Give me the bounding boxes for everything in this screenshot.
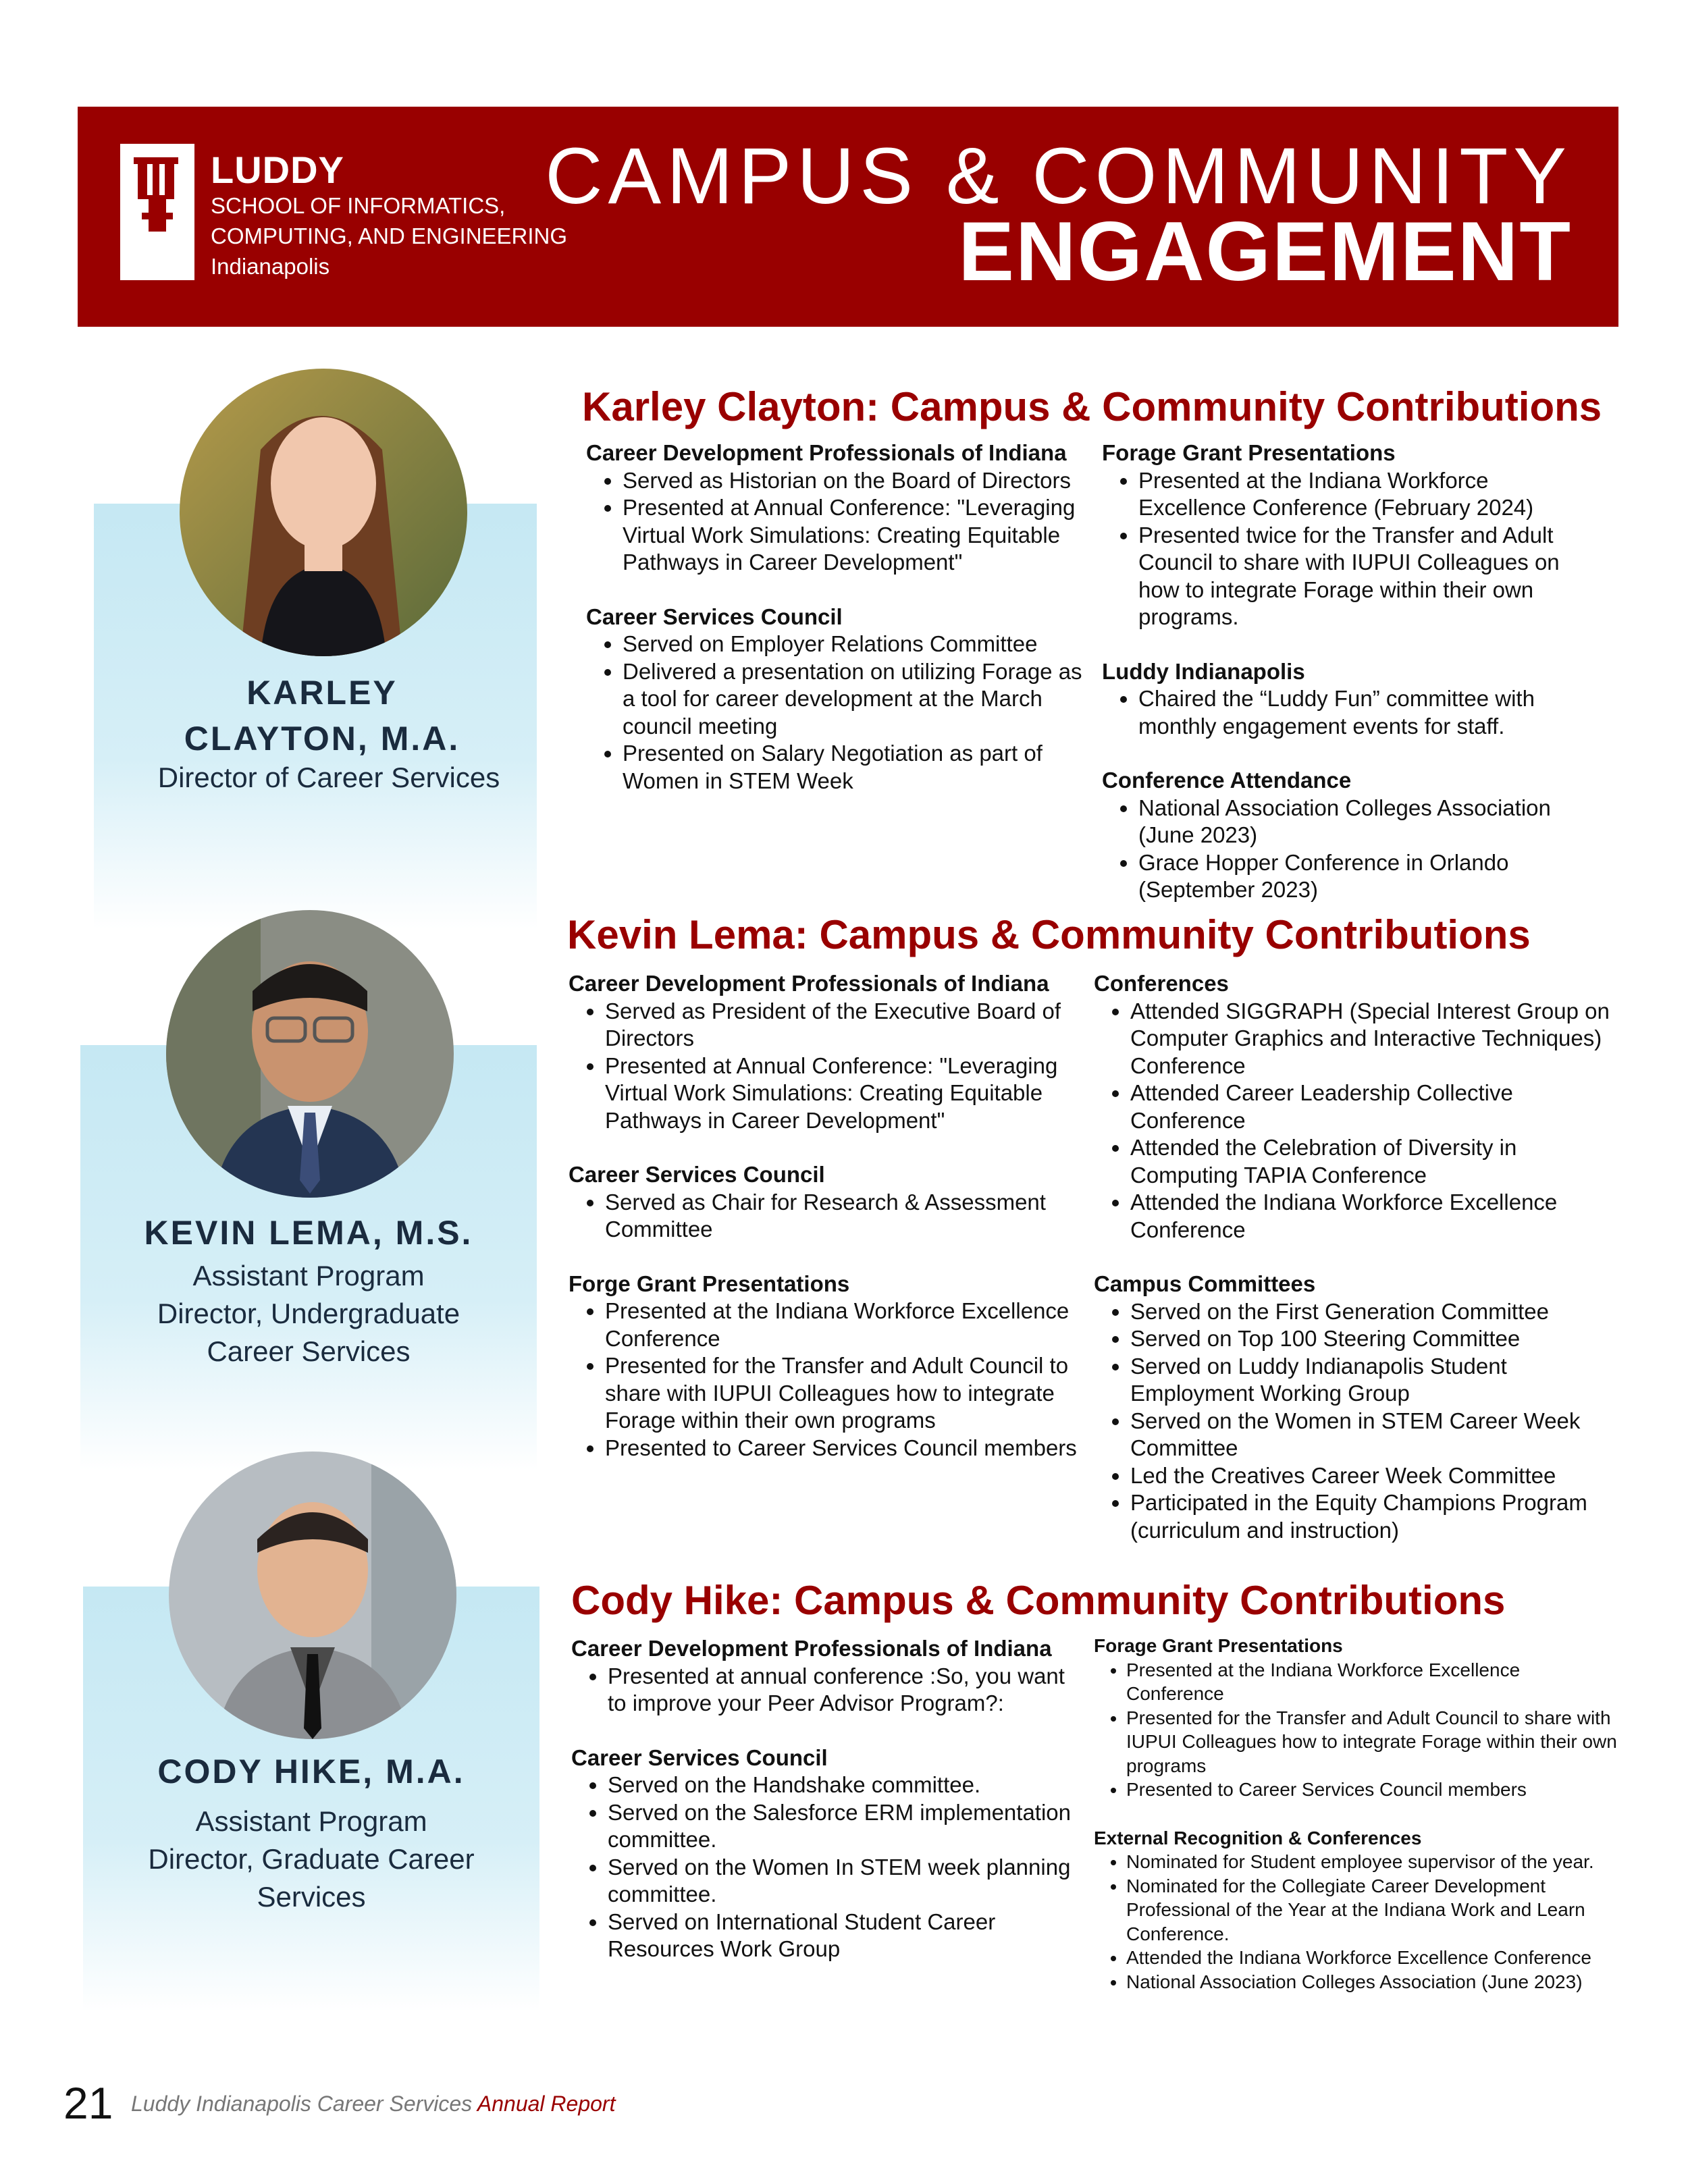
list-item: • National Association Colleges Association (June 2023) — [1138, 795, 1602, 849]
contrib-col-left-cody — [571, 1635, 1084, 1990]
page-title-line-1: CAMPUS & COMMUNITY — [545, 132, 1572, 221]
list-item: • Presented at the Indiana Workforce Excellence Conference — [605, 1298, 1088, 1352]
person-title-cody — [83, 1803, 539, 1916]
brand-line-2: COMPUTING, AND ENGINEERING — [211, 223, 568, 248]
person-name-cody — [83, 1749, 539, 1794]
person-title-line-1: Assistant Program — [195, 1805, 427, 1837]
group-title: Career Development Professionals of Indiana — [571, 1636, 1052, 1661]
contrib-group — [1102, 658, 1602, 741]
section-heading-cody: Cody Hike: Campus & Community Contributions — [571, 1578, 1506, 1623]
list-item: • Served on Employer Relations Committee — [623, 631, 1094, 658]
contrib-group — [1094, 1271, 1614, 1544]
list-item: • Served on the First Generation Committee — [1130, 1298, 1614, 1326]
person-name-line-2: CLAYTON, M.A. — [184, 720, 460, 757]
list-item: • Nominated for Student employee supervisor of the year. — [1126, 1850, 1620, 1874]
contrib-col-left-kevin — [569, 970, 1088, 1489]
list-item: • National Association Colleges Association (June 2023) — [1126, 1970, 1620, 1994]
list-item: • Served on the Women in STEM Career Week Committee — [1130, 1408, 1614, 1462]
list-item: • Participated in the Equity Champions Program (curriculum and instruction) — [1130, 1489, 1614, 1544]
contrib-col-right-kevin — [1094, 970, 1614, 1571]
contrib-col-left-karley — [586, 440, 1094, 822]
footer-text — [131, 2092, 615, 2116]
contrib-group — [1102, 767, 1602, 904]
group-title: Forage Grant Presentations — [1102, 440, 1396, 465]
contrib-group — [569, 1271, 1088, 1462]
section-heading-karley: Karley Clayton: Campus & Community Contributions — [582, 384, 1602, 429]
list-item: • Presented to Career Services Council members — [1126, 1778, 1620, 1802]
page-number: 21 — [63, 2078, 113, 2128]
person-title-line-2: Director, Undergraduate — [157, 1298, 460, 1329]
list-item: • Served on International Student Career Resources Work Group — [608, 1909, 1084, 1963]
list-item: • Served on the Women In STEM week planning committee. — [608, 1854, 1084, 1909]
list-item: • Nominated for the Collegiate Career Development Professional of the Year at the Indiana Work and Learn Conference. — [1126, 1874, 1620, 1946]
person-name-karley — [94, 670, 550, 762]
footer-report-name: Luddy Indianapolis Career Services — [131, 2092, 473, 2116]
list-item: • Delivered a presentation on utilizing Forage as a tool for career development at the March council meeting — [623, 658, 1094, 741]
list-item: • Served on the Salesforce ERM implementation committee. — [608, 1799, 1084, 1854]
avatar-cody — [169, 1451, 456, 1739]
list-item: • Led the Creatives Career Week Committee — [1130, 1462, 1614, 1490]
person-title-karley — [94, 759, 564, 797]
group-title: Career Services Council — [586, 604, 843, 629]
contrib-group — [1094, 970, 1614, 1244]
list-item: • Chaired the “Luddy Fun” committee with monthly engagement events for staff. — [1138, 685, 1602, 740]
group-title: Career Development Professionals of Indiana — [569, 971, 1049, 996]
person-title-line-1: Director of Career Services — [157, 762, 500, 793]
person-name-line-1: KEVIN LEMA, M.S. — [144, 1214, 473, 1252]
person-name-line-1: CODY HIKE, M.A. — [157, 1753, 465, 1790]
brand-name: LUDDY — [211, 149, 344, 191]
group-title: Conferences — [1094, 971, 1229, 996]
page-title-line-2: ENGAGEMENT — [958, 205, 1572, 298]
brand-block — [211, 150, 567, 282]
contrib-group — [586, 440, 1094, 577]
iu-logo — [120, 144, 194, 280]
person-title-line-3: Career Services — [207, 1335, 411, 1367]
group-title: External Recognition & Conferences — [1094, 1827, 1422, 1848]
list-item: • Presented at Annual Conference: "Leveraging Virtual Work Simulations: Creating Equitable Pathways in Career Development" — [605, 1053, 1088, 1135]
list-item: • Presented on Salary Negotiation as part of Women in STEM Week — [623, 740, 1094, 795]
contrib-group — [569, 970, 1088, 1134]
footer-report-highlight: Annual Report — [477, 2092, 616, 2116]
group-title: Luddy Indianapolis — [1102, 658, 1305, 684]
group-title: Forage Grant Presentations — [1094, 1635, 1343, 1656]
contrib-group — [571, 1744, 1084, 1963]
person-title-line-2: Director, Graduate Career — [148, 1843, 475, 1875]
person-title-kevin — [80, 1257, 537, 1370]
list-item: • Served as President of the Executive Board of Directors — [605, 998, 1088, 1053]
list-item: • Presented for the Transfer and Adult Council to share with IUPUI Colleagues how to integrate Forage within their own programs — [1126, 1706, 1620, 1778]
avatar-karley — [180, 369, 467, 656]
group-title: Forge Grant Presentations — [569, 1271, 850, 1296]
group-title: Career Development Professionals of Indiana — [586, 440, 1067, 465]
list-item: • Served on the Handshake committee. — [608, 1772, 1084, 1799]
section-heading-kevin: Kevin Lema: Campus & Community Contributions — [567, 912, 1531, 957]
group-title: Career Services Council — [569, 1162, 825, 1187]
brand-line-1: SCHOOL OF INFORMATICS, — [211, 193, 506, 218]
list-item: • Attended the Indiana Workforce Excellence Conference — [1130, 1189, 1614, 1244]
list-item: • Served on Luddy Indianapolis Student Employment Working Group — [1130, 1353, 1614, 1408]
list-item: • Served as Chair for Research & Assessment Committee — [605, 1189, 1088, 1244]
group-title: Career Services Council — [571, 1744, 828, 1770]
list-item: • Presented twice for the Transfer and Adult Council to share with IUPUI Colleagues on how to integrate Forage within their own programs. — [1138, 522, 1602, 631]
person-title-line-1: Assistant Program — [192, 1260, 425, 1291]
contrib-col-right-cody — [1094, 1634, 1620, 2021]
list-item: • Presented at the Indiana Workforce Excellence Conference (February 2024) — [1138, 467, 1602, 522]
person-name-line-1: KARLEY — [246, 674, 398, 712]
brand-line-3: Indianapolis — [211, 254, 330, 279]
list-item: • Grace Hopper Conference in Orlando (September 2023) — [1138, 849, 1602, 904]
list-item: • Attended SIGGRAPH (Special Interest Group on Computer Graphics and Interactive Techniques) Conference — [1130, 998, 1614, 1080]
list-item: • Presented at Annual Conference: "Leveraging Virtual Work Simulations: Creating Equitable Pathways in Career Development" — [623, 494, 1094, 577]
trident-icon — [128, 157, 186, 232]
contrib-col-right-karley — [1102, 440, 1602, 931]
list-item: • Attended the Celebration of Diversity in Computing TAPIA Conference — [1130, 1134, 1614, 1189]
contrib-group — [1102, 440, 1602, 631]
person-name-kevin — [80, 1210, 537, 1256]
contrib-group — [1094, 1634, 1620, 1802]
group-title: Conference Attendance — [1102, 768, 1352, 793]
list-item: • Attended the Indiana Workforce Excellence Conference — [1126, 1946, 1620, 1970]
avatar-kevin — [166, 910, 454, 1198]
list-item: • Served as Historian on the Board of Directors — [623, 467, 1094, 495]
list-item: • Presented at the Indiana Workforce Excellence Conference — [1126, 1658, 1620, 1706]
list-item: • Presented to Career Services Council members — [605, 1435, 1088, 1462]
contrib-group — [1094, 1826, 1620, 1994]
person-title-line-3: Services — [257, 1881, 366, 1913]
contrib-group — [586, 604, 1094, 795]
group-title: Campus Committees — [1094, 1271, 1316, 1296]
list-item: • Attended Career Leadership Collective Conference — [1130, 1080, 1614, 1134]
list-item: • Served on Top 100 Steering Committee — [1130, 1325, 1614, 1353]
contrib-group — [571, 1635, 1084, 1717]
list-item: • Presented for the Transfer and Adult Council to share with IUPUI Colleagues how to integrate Forage within their own programs — [605, 1352, 1088, 1435]
contrib-group — [569, 1161, 1088, 1244]
list-item: • Presented at annual conference :So, you want to improve your Peer Advisor Program?: — [608, 1663, 1084, 1717]
